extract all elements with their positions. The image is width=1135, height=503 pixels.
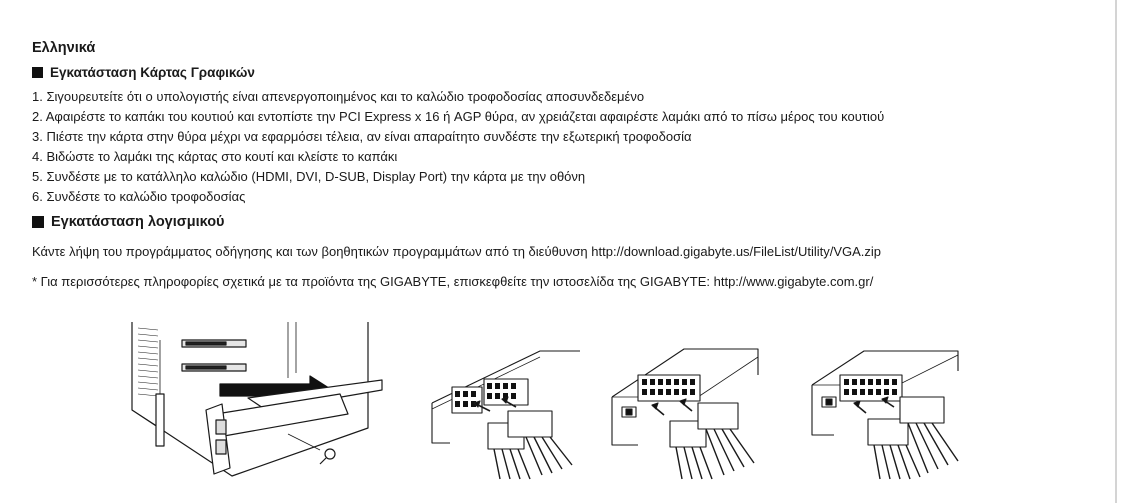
power-connector-illustration-3 bbox=[808, 345, 973, 485]
install-step: 6. Συνδέστε το καλώδιο τροφοδοσίας bbox=[32, 189, 246, 204]
install-step: 5. Συνδέστε με το κατάλληλο καλώδιο (HDMI, DVI, D-SUB, Display Port) την κάρτα με την οθόνη bbox=[32, 169, 586, 184]
graphics-card-install-heading bbox=[32, 65, 255, 80]
more-info-note: * Για περισσότερες πληροφορίες σχετικά με τα προϊόντα της GIGABYTE, επισκεφθείτε την ιστοσελίδα της GIGABYTE: http://www.gigabyte.com.gr/ bbox=[32, 274, 874, 289]
square-bullet-icon bbox=[32, 67, 43, 78]
install-step: 2. Αφαιρέστε το καπάκι του κουτιού και εντοπίστε την PCI Express x 16 ή AGP θύρα, αν χρειάζεται αφαιρέστε λαμάκι από το πίσω μέρος του κουτιού bbox=[32, 109, 885, 124]
graphics-card-install-title: Εγκατάσταση Κάρτας Γραφικών bbox=[50, 65, 255, 80]
install-steps-list bbox=[32, 87, 884, 207]
software-install-title: Εγκατάσταση λογισμικού bbox=[51, 214, 225, 230]
install-step: 3. Πιέστε την κάρτα στην θύρα μέχρι να εφαρμόσει τέλεια, αν είναι απαραίτητο συνδέστε την εξωτερική τροφοδοσία bbox=[32, 129, 692, 144]
power-connector-illustration-1 bbox=[430, 345, 590, 485]
install-step: 4. Βιδώστε το λαμάκι της κάρτας στο κουτί και κλείστε το καπάκι bbox=[32, 149, 398, 164]
square-bullet-icon bbox=[32, 216, 44, 228]
card-insertion-illustration bbox=[120, 318, 390, 483]
install-step: 1. Σιγουρευτείτε ότι ο υπολογιστής είναι απενεργοποιημένος και το καλώδιο τροφοδοσίας αποσυνδεδεμένο bbox=[32, 89, 645, 104]
download-instructions: Κάντε λήψη του προγράμματος οδήγησης και των βοηθητικών προγραμμάτων από τη διεύθυνση http://download.gigabyte.us/FileList/Utility/VGA.zip bbox=[32, 244, 882, 259]
power-connector-illustration-2 bbox=[608, 345, 768, 485]
right-edge-rule bbox=[1115, 0, 1117, 503]
software-install-heading bbox=[32, 214, 225, 230]
language-heading: Ελληνικά bbox=[32, 40, 96, 56]
